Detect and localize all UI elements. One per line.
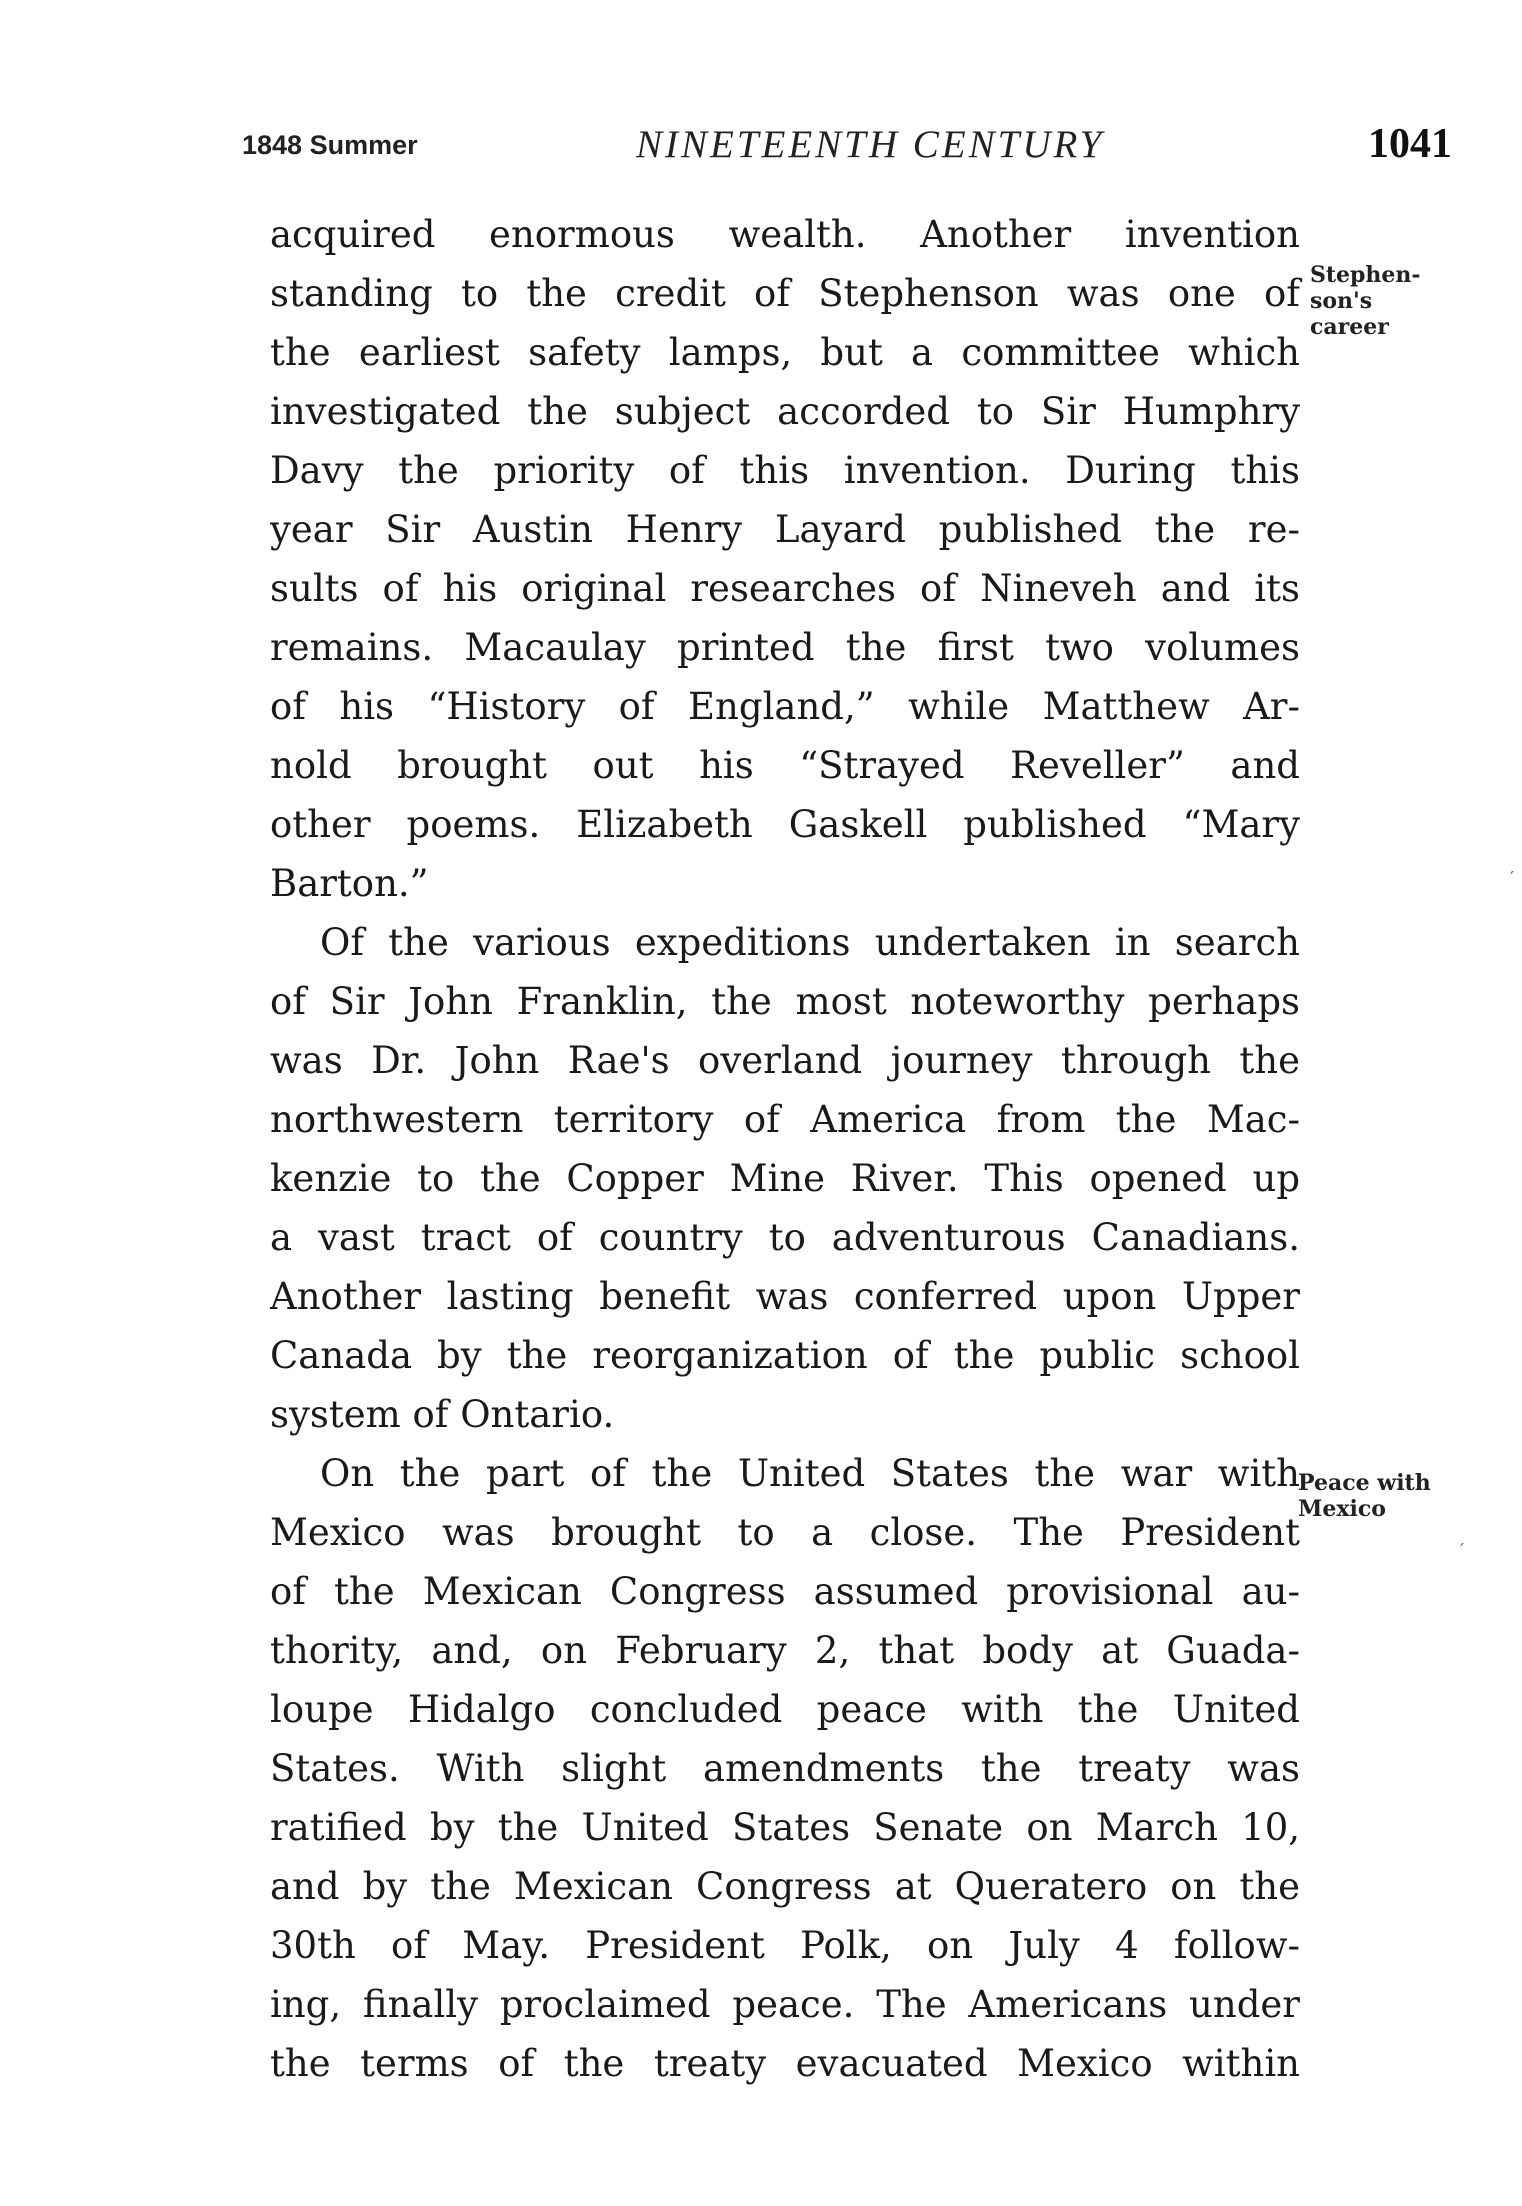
text-line: thority, and, on February 2, that body at Guada- xyxy=(270,1629,1300,1672)
text-line: Mexico was brought to a close. The President xyxy=(270,1511,1300,1554)
stray-mark: ′ xyxy=(1460,1540,1465,1561)
text-line: of Sir John Franklin, the most noteworthy perhaps xyxy=(270,980,1300,1023)
text-line: the earliest safety lamps, but a committee which xyxy=(270,331,1300,374)
text-line: On the part of the United States the war with xyxy=(320,1452,1300,1495)
text-line: year Sir Austin Henry Layard published the re- xyxy=(270,508,1300,551)
text-line: standing to the credit of Stephenson was one of xyxy=(270,272,1300,315)
margin-note-line: Stephen- xyxy=(1310,262,1421,288)
text-line: Another lasting benefit was conferred upon Upper xyxy=(270,1275,1300,1318)
text-line: of his “History of England,” while Matthew Ar- xyxy=(270,685,1300,728)
text-line: Of the various expeditions undertaken in search xyxy=(320,921,1300,964)
margin-note-stephensons-career xyxy=(1310,262,1421,340)
text-line: the terms of the treaty evacuated Mexico within xyxy=(270,2042,1300,2085)
text-line: a vast tract of country to adventurous Canadians. xyxy=(270,1216,1300,1259)
text-line: States. With slight amendments the treaty was xyxy=(270,1747,1300,1790)
header-date: 1848 Summer xyxy=(242,130,418,160)
text-line: ratified by the United States Senate on March 10, xyxy=(270,1806,1300,1849)
text-line: kenzie to the Copper Mine River. This opened up xyxy=(270,1157,1300,1200)
text-line: acquired enormous wealth. Another invention xyxy=(270,213,1300,256)
margin-note-peace-with-mexico xyxy=(1298,1470,1431,1522)
text-line: other poems. Elizabeth Gaskell published “Mary xyxy=(270,803,1300,846)
body-text xyxy=(270,205,1300,2093)
stray-mark: ′ xyxy=(1510,868,1515,889)
margin-note-line: Peace with xyxy=(1298,1470,1431,1496)
text-line: and by the Mexican Congress at Queratero on the xyxy=(270,1865,1300,1908)
text-line: of the Mexican Congress assumed provisional au- xyxy=(270,1570,1300,1613)
margin-note-line: career xyxy=(1310,314,1389,340)
text-line: northwestern territory of America from the Mac- xyxy=(270,1098,1300,1141)
text-line: 30th of May. President Polk, on July 4 follow- xyxy=(270,1924,1300,1967)
text-line: system of Ontario. xyxy=(270,1393,615,1436)
margin-note-line: Mexico xyxy=(1298,1496,1386,1522)
text-line: Davy the priority of this invention. During this xyxy=(270,449,1300,492)
text-line: Barton.” xyxy=(270,862,429,905)
text-line: loupe Hidalgo concluded peace with the United xyxy=(270,1688,1300,1731)
running-header xyxy=(0,120,1522,180)
page-number: 1041 xyxy=(1368,121,1452,167)
header-title: NINETEENTH CENTURY xyxy=(636,123,1105,166)
text-line: nold brought out his “Strayed Reveller” and xyxy=(270,744,1300,787)
margin-note-line: son's xyxy=(1310,288,1373,314)
text-line: Canada by the reorganization of the public school xyxy=(270,1334,1300,1377)
text-line: sults of his original researches of Nineveh and its xyxy=(270,567,1300,610)
text-line: investigated the subject accorded to Sir Humphry xyxy=(270,390,1300,433)
text-line: ing, finally proclaimed peace. The Americans under xyxy=(270,1983,1300,2026)
text-line: remains. Macaulay printed the first two volumes xyxy=(270,626,1300,669)
text-line: was Dr. John Rae's overland journey through the xyxy=(270,1039,1300,1082)
